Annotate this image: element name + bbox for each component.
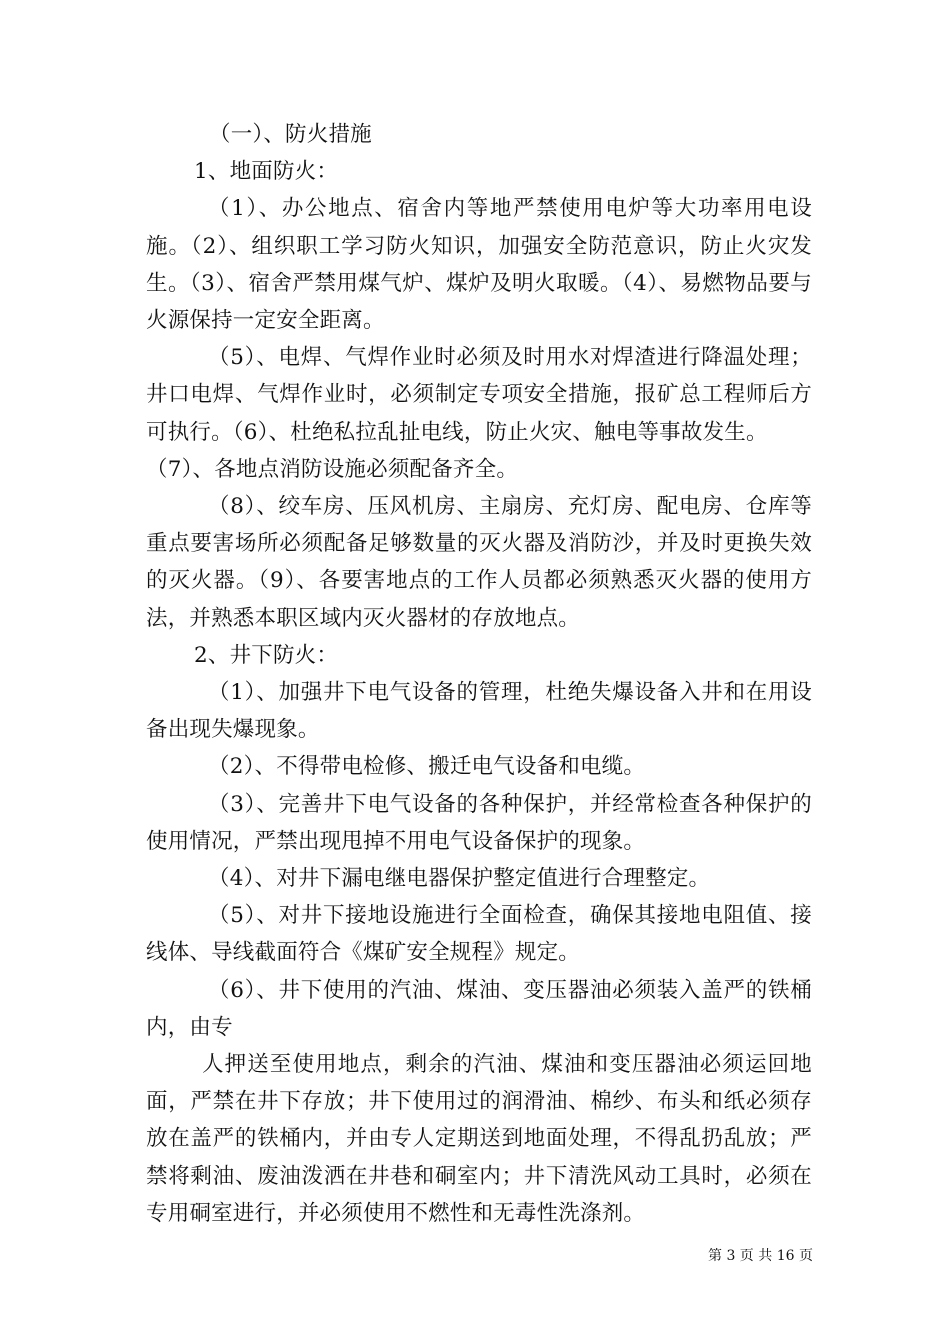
paragraph-underground-1: （1）、加强井下电气设备的管理，杜绝失爆设备入井和在用设备出现失爆现象。 [146, 680, 812, 743]
paragraph-underground-3: （3）、完善井下电气设备的各种保护，并经常检查各种保护的使用情况，严禁出现甩掉不用电气设备保护的现象。 [146, 791, 812, 854]
paragraph-ground-4: （8）、绞车房、压风机房、主扇房、充灯房、配电房、仓库等重点要害场所必须配备足够数量的灭火器及消防沙，并及时更换失效的灭火器。（9）、各要害地点的工作人员都必须熟悉灭火器的使用方法，并熟悉本职区域内灭火器材的存放地点。 [146, 494, 812, 631]
subsection-heading-ground-fire: 1、地面防火： [194, 159, 339, 185]
paragraph-underground-7: 人押送至使用地点，剩余的汽油、煤油和变压器油必须运回地面，严禁在井下存放；井下使用过的润滑油、棉纱、布头和纸必须存放在盖严的铁桶内，并由专人定期送到地面处理，不得乱扔乱放；严禁将剩油、废油泼洒在井巷和硐室内；井下清洗风动工具时，必须在专用硐室进行，并必须使用不燃性和无毒性洗涤剂。 [146, 1052, 812, 1226]
subsection-heading-underground-fire: 2、井下防火： [194, 642, 339, 668]
paragraph-underground-2: （2）、不得带电检修、搬迁电气设备和电缆。 [208, 754, 646, 780]
section-heading: （一）、防火措施 [209, 122, 372, 147]
page-number-footer: 第 3 页 共 16 页 [708, 1248, 813, 1264]
paragraph-underground-5: （5）、对井下接地设施进行全面检查，确保其接地电阻值、接线体、导线截面符合《煤矿安全规程》规定。 [146, 903, 812, 966]
paragraph-underground-6: （6）、井下使用的汽油、煤油、变压器油必须装入盖严的铁桶内，由专 [146, 977, 812, 1040]
document-body [146, 116, 812, 1232]
paragraph-ground-1: （1）、办公地点、宿舍内等地严禁使用电炉等大功率用电设施。（2）、组织职工学习防火知识，加强安全防范意识，防止火灾发生。（3）、宿舍严禁用煤气炉、煤炉及明火取暖。（4）、易燃物品要与火源保持一定安全距离。 [146, 196, 812, 334]
paragraph-ground-3: （7）、各地点消防设施必须配备齐全。 [146, 456, 519, 482]
paragraph-ground-2: （5）、电焊、气焊作业时必须及时用水对焊渣进行降温处理；井口电焊、气焊作业时，必须制定专项安全措施，报矿总工程师后方可执行。（6）、杜绝私拉乱扯电线，防止火灾、触电等事故发生。 [146, 345, 812, 445]
paragraph-underground-4: （4）、对井下漏电继电器保护整定值进行合理整定。 [208, 866, 711, 892]
